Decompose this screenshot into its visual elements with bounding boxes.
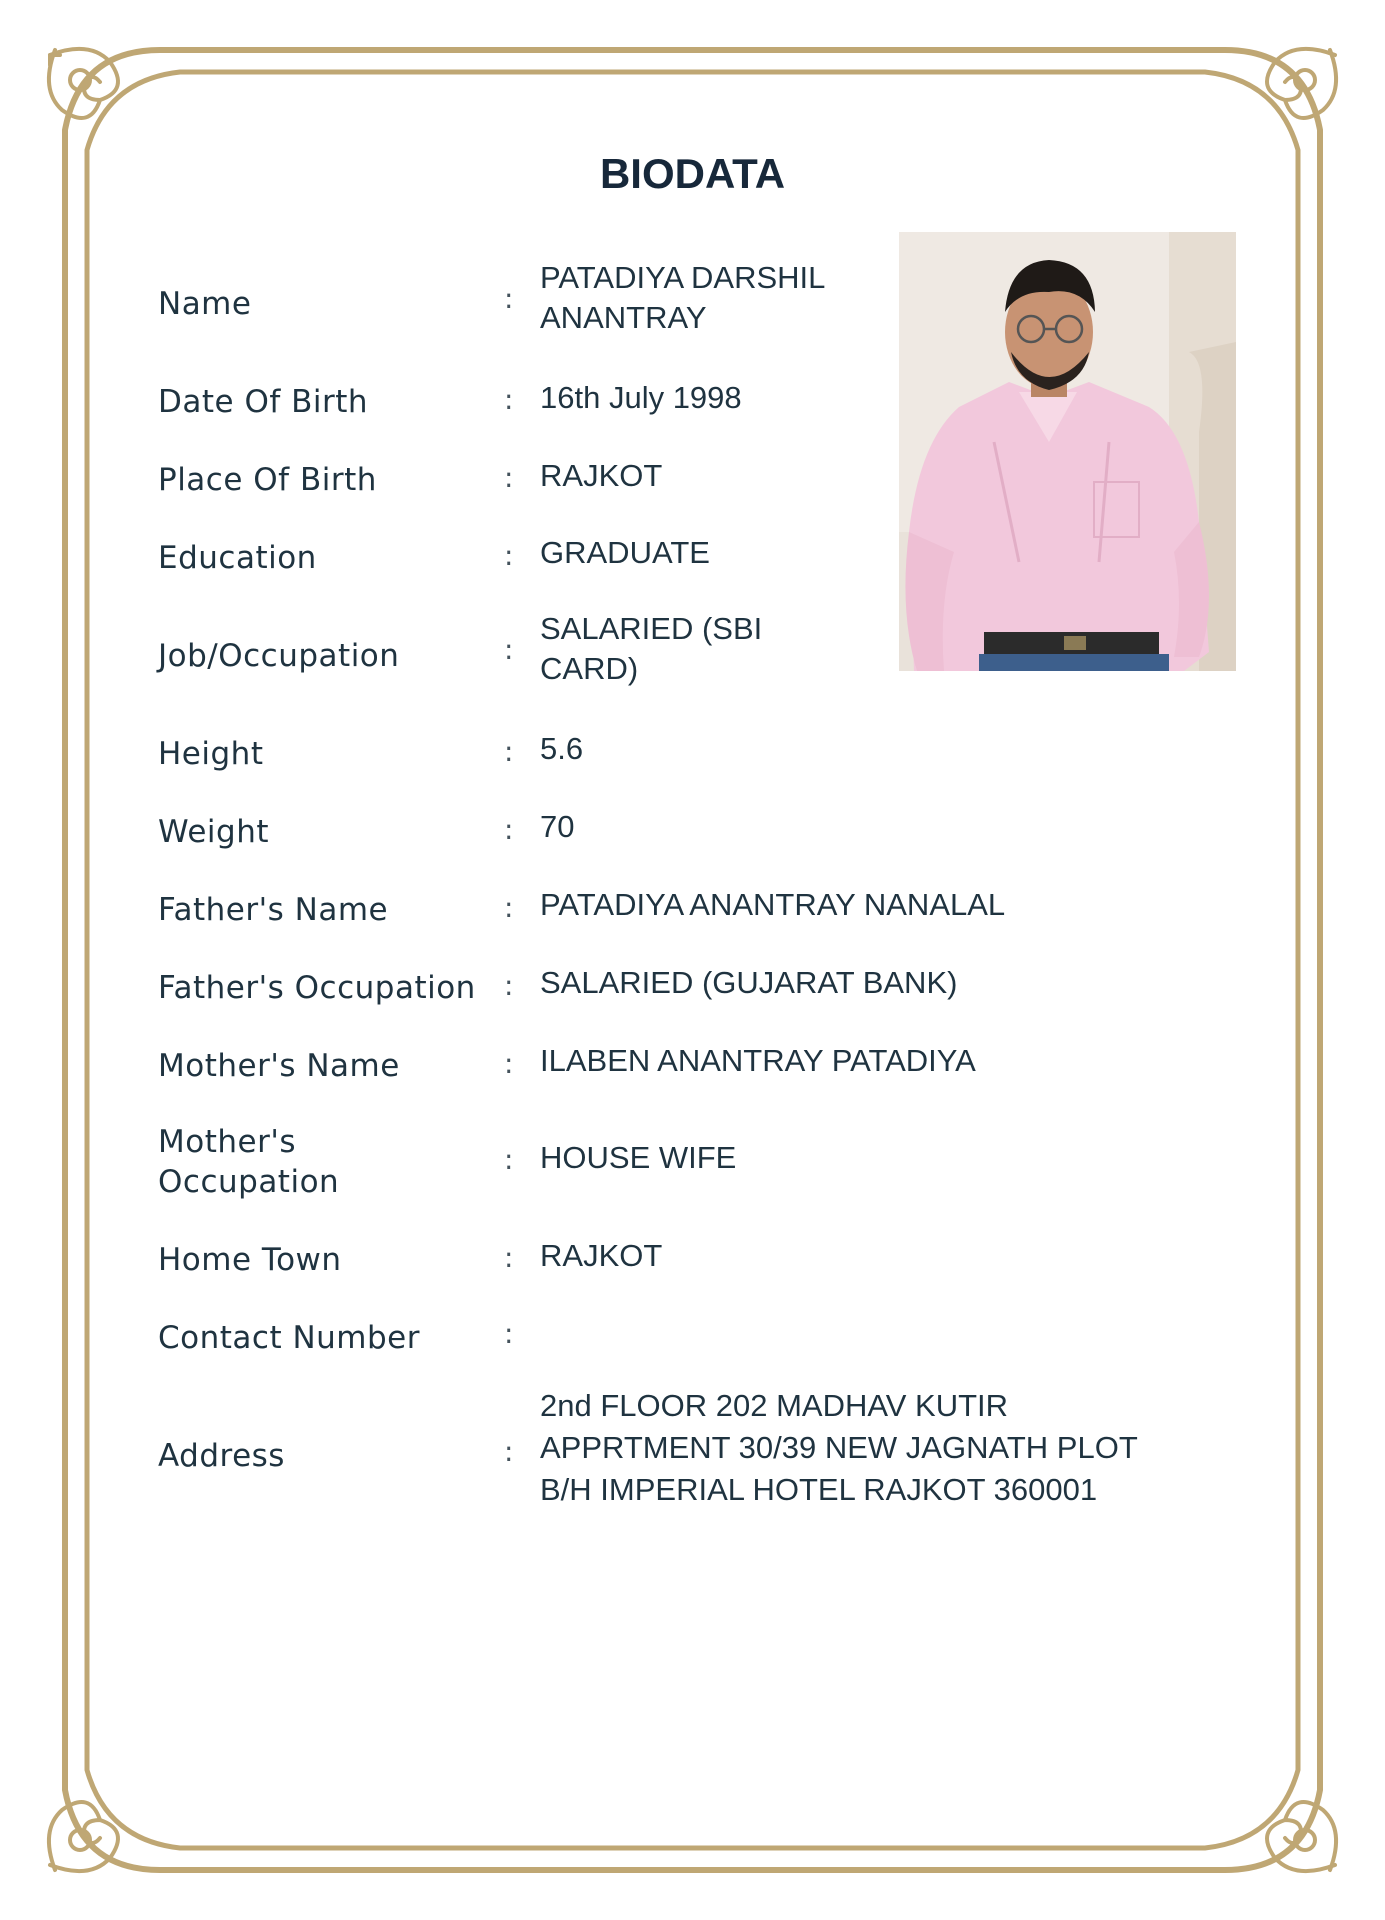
value-fathers-occupation: SALARIED (GUJARAT BANK): [540, 965, 958, 1000]
value-height: 5.6: [540, 731, 584, 766]
value-fathers-name: PATADIYA ANANTRAY NANALAL: [540, 887, 1006, 922]
colon: :: [504, 969, 514, 1002]
label-place-of-birth: Place Of Birth: [158, 462, 377, 498]
label-height: Height: [158, 736, 264, 772]
profile-photo: [899, 232, 1236, 671]
colon: :: [504, 735, 514, 768]
colon: :: [504, 1143, 514, 1176]
label-weight: Weight: [158, 814, 270, 850]
label-fathers-occupation: Father's Occupation: [158, 970, 476, 1006]
colon: :: [504, 282, 514, 315]
value-weight: 70: [540, 809, 575, 844]
label-name: Name: [158, 286, 252, 322]
colon: :: [504, 383, 514, 416]
value-home-town: RAJKOT: [540, 1238, 663, 1273]
label-mothers-name: Mother's Name: [158, 1048, 400, 1084]
value-job-occupation: SALARIED (SBI CARD): [540, 611, 763, 686]
label-home-town: Home Town: [158, 1242, 342, 1278]
colon: :: [504, 461, 514, 494]
value-mothers-name: ILABEN ANANTRAY PATADIYA: [540, 1043, 976, 1078]
colon: :: [504, 813, 514, 846]
value-address: 2nd FLOOR 202 MADHAV KUTIR APPRTMENT 30/39 NEW JAGNATH PLOT B/H IMPERIAL HOTEL RAJKOT 360001: [540, 1388, 1138, 1507]
colon: :: [504, 1241, 514, 1274]
colon: :: [504, 539, 514, 572]
label-education: Education: [158, 540, 317, 576]
label-mothers-occupation: Mother's Occupation: [158, 1124, 340, 1200]
value-mothers-occupation: HOUSE WIFE: [540, 1140, 737, 1175]
colon: :: [504, 891, 514, 924]
label-fathers-name: Father's Name: [158, 892, 389, 928]
value-education: GRADUATE: [540, 535, 710, 570]
label-address: Address: [158, 1438, 285, 1474]
document-title: BIODATA: [599, 150, 786, 197]
label-job-occupation: Job/Occupation: [158, 638, 400, 674]
colon: :: [504, 1317, 514, 1350]
colon: :: [504, 1435, 514, 1468]
label-contact-number: Contact Number: [158, 1320, 420, 1356]
colon: :: [504, 1047, 514, 1080]
value-name: PATADIYA DARSHIL ANANTRAY: [540, 260, 826, 335]
value-date-of-birth: 16th July 1998: [540, 380, 742, 415]
label-date-of-birth: Date Of Birth: [158, 384, 369, 420]
value-place-of-birth: RAJKOT: [540, 458, 663, 493]
colon: :: [504, 633, 514, 666]
